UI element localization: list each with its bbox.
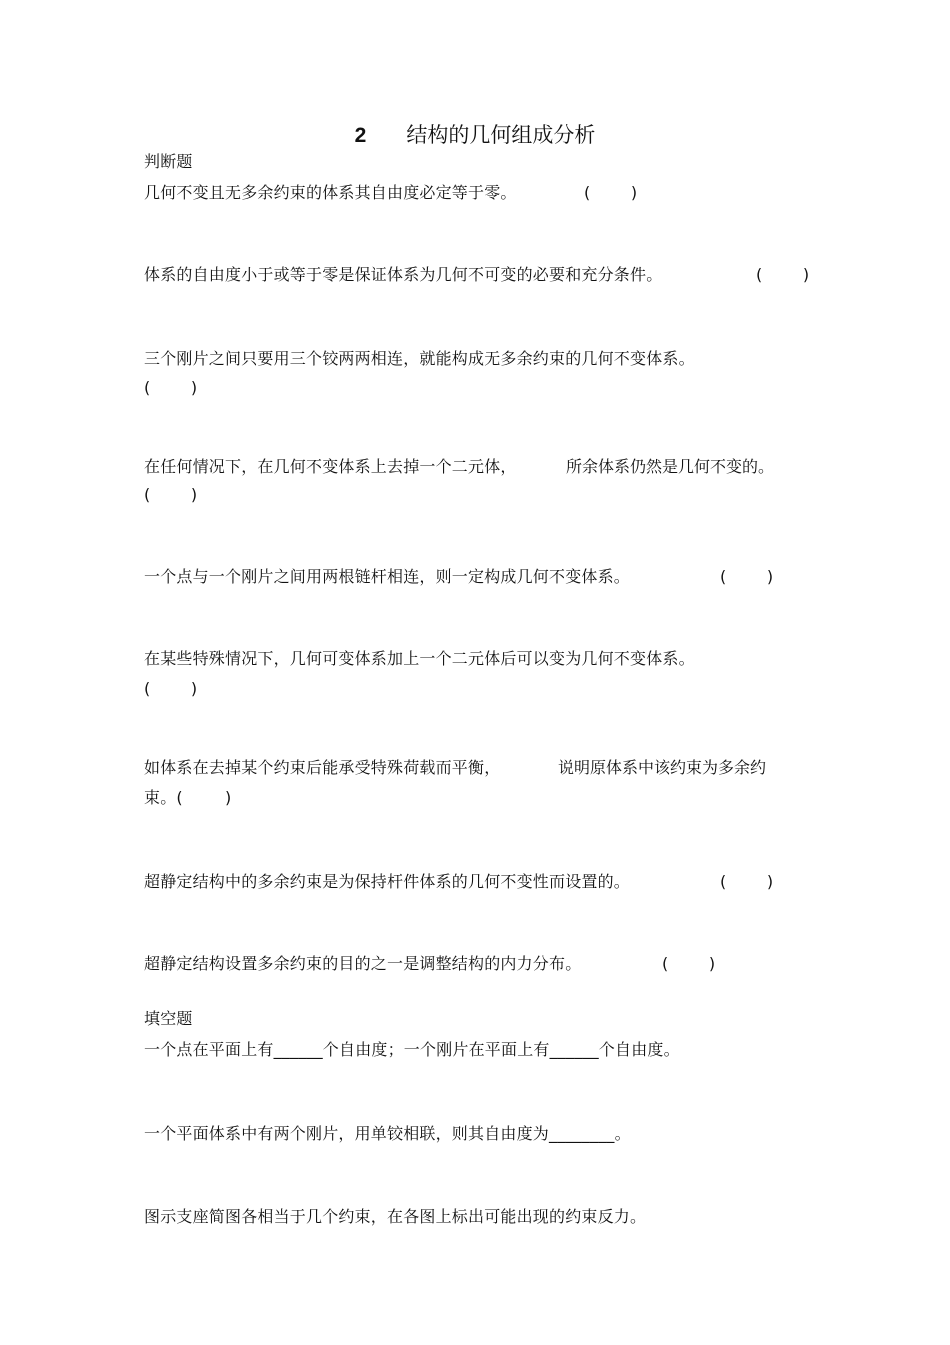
judgement-question-3: 三个刚片之间只要用三个铰两两相连，就能构成无多余约束的几何不变体系。 (144, 349, 695, 368)
answer-blank-7: ) (225, 788, 232, 807)
fill-question-3: 图示支座简图各相当于几个约束，在各图上标出可能出现的约束反力。 (144, 1207, 647, 1226)
chapter-number: 2 (354, 124, 367, 147)
answer-blank-1: ( ) (584, 183, 638, 202)
judgement-question-4a: 在任何情况下，在几何不变体系上去掉一个二元体， (144, 457, 517, 476)
fill-question-2: 一个平面体系中有两个刚片，用单铰相联，则其自由度为________。 (144, 1124, 631, 1143)
fill-question-1: 一个点在平面上有______个自由度；一个刚片在平面上有______个自由度。 (144, 1040, 680, 1059)
judgement-question-8: 超静定结构中的多余约束是为保持杆件体系的几何不变性而设置的。 (144, 872, 631, 891)
section-heading-fill: 填空题 (144, 1009, 193, 1028)
judgement-question-7c: 束。( (144, 788, 183, 807)
section-heading-judgement: 判断题 (144, 152, 193, 171)
judgement-question-2: 体系的自由度小于或等于零是保证体系为几何不可变的必要和充分条件。 (144, 265, 663, 284)
judgement-question-1: 几何不变且无多余约束的体系其自由度必定等于零。 (144, 183, 517, 202)
answer-blank-3: ( ) (144, 378, 198, 397)
judgement-question-4b: 所余体系仍然是几何不变的。 (566, 457, 775, 476)
chapter-title: 结构的几何组成分析 (406, 123, 596, 147)
answer-blank-2: ( ) (756, 265, 810, 284)
answer-blank-9: ( ) (662, 954, 716, 973)
judgement-question-7b: 说明原体系中该约束为多余约 (558, 758, 767, 777)
page-title (0, 120, 950, 151)
answer-blank-6: ( ) (144, 679, 198, 698)
judgement-question-7a: 如体系在去掉某个约束后能承受特殊荷载而平衡， (144, 758, 501, 777)
answer-blank-5: ( ) (720, 567, 774, 586)
judgement-question-5: 一个点与一个刚片之间用两根链杆相连，则一定构成几何不变体系。 (144, 567, 631, 586)
judgement-question-9: 超静定结构设置多余约束的目的之一是调整结构的内力分布。 (144, 954, 582, 973)
judgement-question-6: 在某些特殊情况下，几何可变体系加上一个二元体后可以变为几何不变体系。 (144, 649, 695, 668)
answer-blank-4: ( ) (144, 485, 198, 504)
answer-blank-8: ( ) (720, 872, 774, 891)
